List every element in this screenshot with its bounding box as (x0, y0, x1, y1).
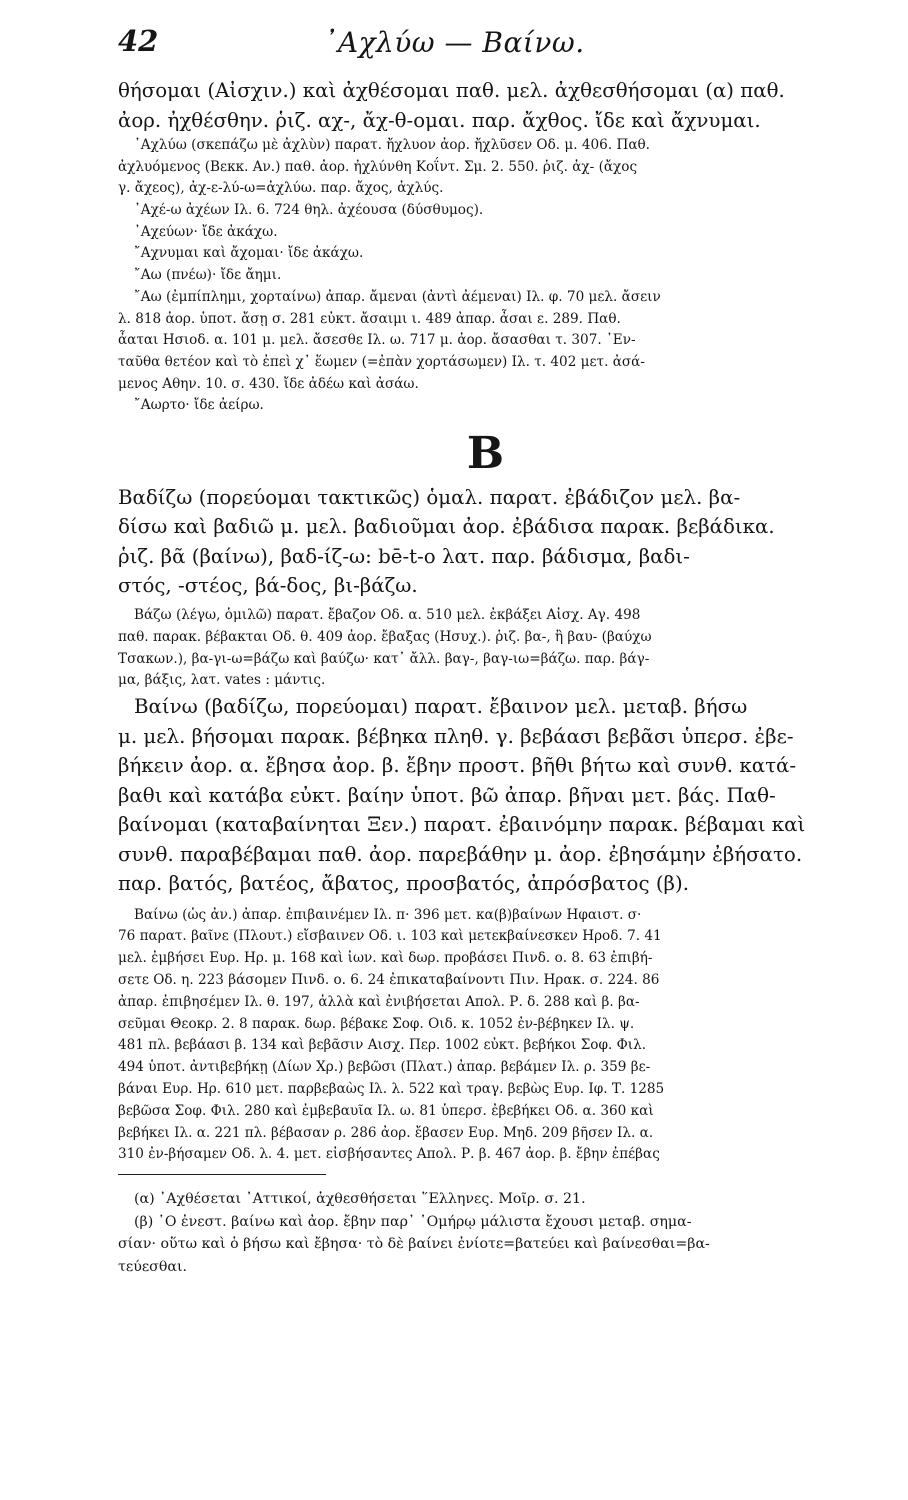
text-line: Βαδίζω (πορεύομαι τακτικῶς) ὁμαλ. παρατ. ἐβάδιζον μελ. βα- (118, 485, 741, 509)
entry-badizo (118, 483, 853, 601)
text-line: ῎Αωρτο· ἴδε ἀείρω. (134, 397, 264, 414)
text-line: ᾿Αχεύων· ἴδε ἀκάχω. (134, 223, 278, 240)
text-line: μ. μελ. βήσομαι παρακ. βέβηκα πληθ. γ. βεβάασι βεβᾶσι ὑπερσ. ἐβε- (118, 724, 794, 748)
text-line: θήσομαι (Αἰσχιν.) καὶ ἀχθέσομαι παθ. μελ. ἀχθεσθήσομαι (α) παθ. (118, 79, 785, 102)
entry-continuation (118, 76, 853, 135)
text-line: γ. ἄχεος), ἀχ-ε-λύ-ω=ἀχλύω. παρ. ἄχος, ἀχλύς. (118, 180, 444, 197)
page-header (0, 0, 908, 70)
text-line: παρ. βατός, βατέος, ἄβατος, προσβατός, ἀπρόσβατος (β). (118, 872, 689, 896)
footnote-line: σίαν· οὕτω καὶ ὁ βήσω καὶ ἔβησα· τὸ δὲ βαίνει ἐνίοτε=βατεύει καὶ βαίνεσθαι=βα- (118, 1236, 710, 1253)
text-line: βαθι καὶ κατάβα εὐκτ. βαίην ὑποτ. βῶ ἀπαρ. βῆναι μετ. βάς. Παθ- (118, 783, 776, 807)
footnote-line: τεύεσθαι. (118, 1258, 188, 1275)
text-line: ἀορ. ἠχθέσθην. ῥιζ. αχ-, ἄχ-θ-ομαι. παρ. ἄχθος. ἴδε καὶ ἄχνυμαι. (118, 108, 761, 132)
footnotes (118, 1188, 853, 1278)
text-line: Βαίνω (βαδίζω, πορεύομαι) παρατ. ἔβαινον μελ. μεταβ. βήσω (134, 695, 748, 719)
footnote-divider (118, 1174, 326, 1175)
text-line: 310 ἐν-βήσαμεν Οδ. λ. 4. μετ. εἰσβήσαντες Απολ. Ρ. β. 467 ἀορ. β. ἔβην ἐπέβας (118, 1146, 660, 1163)
page-body (118, 76, 853, 1278)
text-line: ἀχλυόμενος (Βεκκ. Αν.) παθ. ἀορ. ἠχλύνθη Κοΐντ. Σμ. 2. 550. ῥιζ. ἀχ- (ἄχος (118, 158, 638, 175)
page-number: 42 (118, 24, 159, 58)
text-line: ταῦθα θετέον καὶ τὸ ἐπεὶ χ᾿ ἕωμεν (=ἐπὰν χορτάσωμεν) Ιλ. τ. 402 μετ. ἀσά- (118, 353, 645, 370)
text-line: ῥιζ. βᾶ (βαίνω), βαδ-ίζ-ω: bē-t-o λατ. παρ. βάδισμα, βαδι- (118, 544, 690, 568)
entry-bazo (118, 605, 853, 692)
text-line: ᾿Αχέ-ω ἀχέων Ιλ. 6. 724 θηλ. ἀχέουσα (δύσθυμος). (134, 202, 484, 219)
text-line: ῎Αω (ἐμπίπλημι, χορταίνω) ἀπαρ. ἄμεναι (ἀντὶ ἀέμεναι) Ιλ. φ. 70 μελ. ἄσειν (134, 288, 661, 305)
text-line: σετε Οδ. η. 223 βάσομεν Πινδ. ο. 6. 24 ἐπικαταβαίνοντι Πιν. Ηρακ. σ. 224. 86 (118, 972, 660, 989)
running-title: ᾿Αχλύω — Βαίνω. (323, 26, 585, 59)
text-line: στός, -στέος, βά-δος, βι-βάζω. (118, 574, 418, 598)
text-line: μα, βάξις, λατ. vates : μάντις. (118, 672, 326, 689)
text-line: 76 παρατ. βαῖνε (Πλουτ.) εἴσβαινεν Οδ. ι. 103 καὶ μετεκβαίνεσκεν Ηροδ. 7. 41 (118, 928, 662, 945)
text-line: ᾿Αχλύω (σκεπάζω μὲ ἀχλὺν) παρατ. ἤχλυον ἀορ. ἤχλῦσεν Οδ. μ. 406. Παθ. (134, 137, 650, 153)
entry-baino-forms (118, 905, 853, 1167)
text-line: συνθ. παραβέβαμαι παθ. ἀορ. παρεβάθην μ. ἀορ. ἐβησάμην ἐβήσατο. (118, 842, 803, 866)
section-letter-heading: B (466, 427, 505, 479)
footnote-line: (β) ῾Ο ἐνεστ. βαίνω καὶ ἀορ. ἔβην παρ᾿ ῾Ομήρῳ μάλιστα ἔχουσι μεταβ. σημα- (134, 1213, 692, 1230)
text-line: μελ. ἐμβήσει Ευρ. Ηρ. μ. 168 καὶ ἰων. καὶ δωρ. προβάσει Πινδ. ο. 8. 63 ἐπιβή- (118, 950, 653, 967)
text-line: Βαίνω (ὡς ἀν.) ἀπαρ. ἐπιβαινέμεν Ιλ. π· 396 μετ. κα(β)βαίνων Ηφαιστ. σ· (134, 906, 642, 923)
text-line: ῎Αχνυμαι καὶ ἄχομαι· ἴδε ἀκάχω. (134, 245, 364, 262)
footnote-line: (α) ᾿Αχθέσεται ᾿Αττικοί, ἀχθεσθήσεται ῞Ελληνες. Μοῖρ. σ. 21. (134, 1191, 586, 1208)
text-line: Βάζω (λέγω, ὁμιλῶ) παρατ. ἔβαζον Οδ. α. 510 μελ. ἐκβάξει Αἰσχ. Αγ. 498 (134, 606, 641, 623)
text-line: παθ. παρακ. βέβακται Οδ. θ. 409 ἀορ. ἔβαξας (Ησυχ.). ῥιζ. βα-, ἢ βαυ- (βαύχω (118, 628, 652, 645)
text-line: βαίνομαι (καταβαίνηται Ξεν.) παρατ. ἐβαινόμην παρακ. βέβαμαι καὶ (118, 813, 806, 837)
small-entries-a (118, 135, 853, 417)
text-line: βεβήκει Ιλ. α. 221 πλ. βέβασαν ρ. 286 ἀορ. ἔβασεν Ευρ. Μηδ. 209 βῆσεν Ιλ. α. (118, 1124, 654, 1141)
text-line: ἆαται Ησιοδ. α. 101 μ. μελ. ἄσεσθε Ιλ. ω. 717 μ. ἀορ. ἄσασθαι τ. 307. ᾿Εν- (118, 332, 636, 349)
text-line: λ. 818 ἀορ. ὑποτ. ἄσῃ σ. 281 εὐκτ. ἄσαιμι ι. 489 ἀπαρ. ἆσαι ε. 289. Παθ. (118, 310, 621, 327)
text-line: βήκειν ἀορ. α. ἔβησα ἀορ. β. ἔβην προστ. βῆθι βήτω καὶ συνθ. κατά- (118, 754, 797, 778)
text-line: μενος Αθην. 10. σ. 430. ἴδε ἀδέω καὶ ἀσάω. (118, 375, 419, 392)
text-line: ῎Αω (πνέω)· ἴδε ἄημι. (134, 267, 282, 284)
text-line: 481 πλ. βεβάασι β. 134 καὶ βεβᾶσιν Αισχ. Περ. 1002 εὐκτ. βεβήκοι Σοφ. Φιλ. (118, 1037, 647, 1054)
text-line: 494 ὑποτ. ἀντιβεβήκῃ (Δίων Χρ.) βεβῶσι (Πλατ.) ἀπαρ. βεβάμεν Ιλ. ρ. 359 βε- (118, 1059, 651, 1076)
text-line: Τσακων.), βα-γι-ω=βάζω καὶ βαύζω· κατ᾿ ἄλλ. βαγ-, βαγ-ιω=βάζω. παρ. βάγ- (118, 650, 650, 667)
text-line: ἀπαρ. ἐπιβησέμεν Ιλ. θ. 197, ἀλλὰ καὶ ἐνιβήσεται Απολ. Ρ. δ. 288 καὶ β. βα- (118, 993, 640, 1010)
text-line: σεῦμαι Θεοκρ. 2. 8 παρακ. δωρ. βέβακε Σοφ. Οιδ. κ. 1052 ἐν-βέβηκεν Ιλ. ψ. (118, 1015, 635, 1032)
text-line: δίσω καὶ βαδιῶ μ. μελ. βαδιοῦμαι ἀορ. ἐβάδισα παρακ. βεβάδικα. (118, 515, 775, 539)
text-line: βεβῶσα Σοφ. Φιλ. 280 καὶ ἐμβεβαυῖα Ιλ. ω. 81 ὑπερσ. ἐβεβήκει Οδ. α. 360 καὶ (118, 1102, 654, 1119)
text-line: βάναι Ευρ. Ηρ. 610 μετ. παρβεβαὼς Ιλ. λ. 522 καὶ τραγ. βεβὼς Ευρ. Ιφ. Τ. 1285 (118, 1081, 665, 1097)
entry-baino (118, 692, 853, 899)
